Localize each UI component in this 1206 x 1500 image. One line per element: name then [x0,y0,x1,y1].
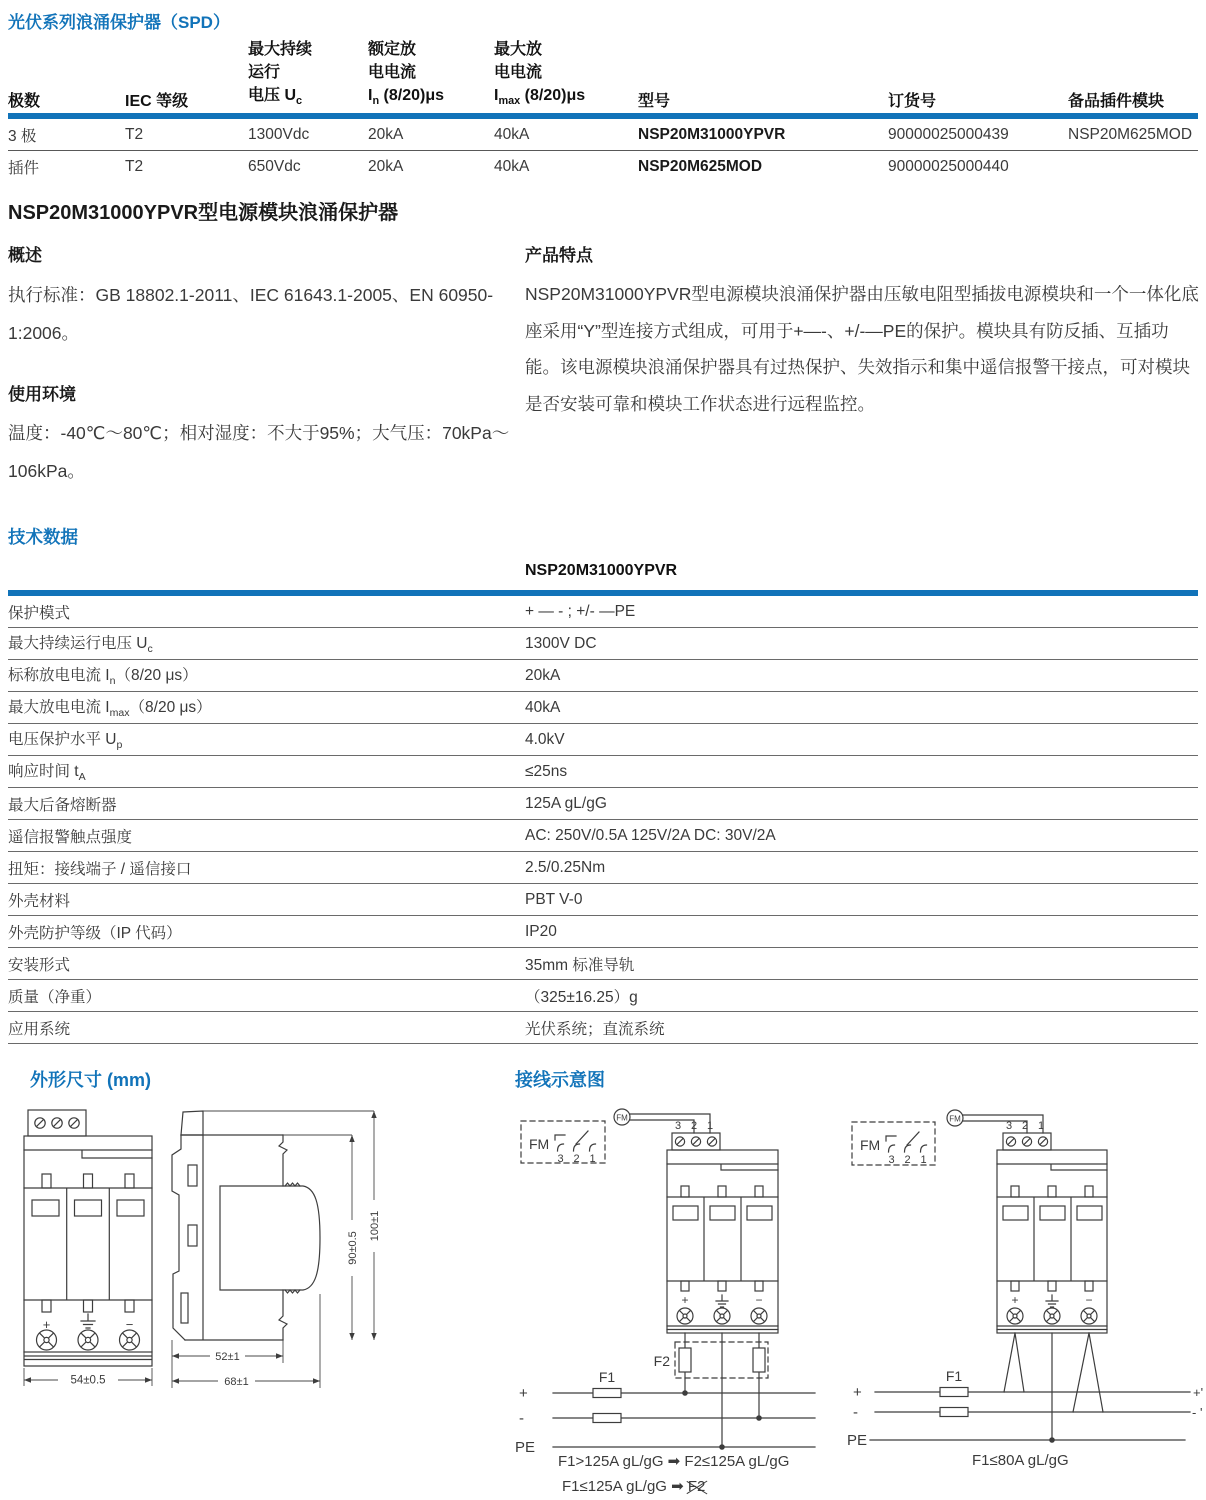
table-row [8,151,1198,182]
fuse-rule-caption-right: F1≤80A gL/gG [972,1452,1069,1469]
overview-heading: 概述 [8,246,42,265]
contact-label: 3 [888,1154,895,1166]
tech-label: 最大持续运行电压 $U_c$ [8,635,153,656]
crossed-f2-label: F2 [687,1478,706,1495]
col-header-uc: 最大持续 运行 电压 $U_c$ [248,41,313,108]
products-table-header [8,38,1198,113]
wiring-diagram-left [505,1098,850,1500]
pe-bus-label: PE [847,1432,868,1449]
cell-imax: 40kA [494,125,530,143]
contact-label: 1 [920,1154,927,1166]
tech-label: 最大放电电流 $I_{max}(8/20$ μs） [8,699,212,720]
tech-label: 保护模式 [8,604,71,622]
cell-in: 20kA [368,125,404,143]
side-view-drawing [163,1098,398,1400]
page-title: 光伏系列浪涌保护器（SPD） [8,13,230,32]
terminal-label: 1 [1037,1120,1045,1132]
col-header-poles: 极数 [8,93,41,111]
plus-terminal-label: + [681,1293,689,1307]
front-width-dimension: 54±0.5 [70,1374,106,1387]
tech-label: 外壳材料 [8,892,71,910]
pe-bus-label: PE [515,1439,536,1456]
cell-order-no: 90000025000440 [888,157,1009,175]
side-depth-inner-dimension: 52±1 [215,1351,240,1363]
fm-box-label: FM [860,1137,881,1153]
earth-icon [81,1314,95,1328]
tech-table [8,562,1198,1044]
tech-label: 标称放电电流 $I_n(8/20$ μs） [8,667,198,688]
minus-terminal-label: − [1085,1293,1093,1307]
tech-value: AC: 250V/0.5A 125V/2A DC: 30V/2A [525,826,776,844]
tech-row [8,948,1198,980]
cell-uc: 1300Vdc [248,125,310,143]
tech-data-heading: 技术数据 [8,527,78,547]
tech-value: （325±16.25）g [525,988,638,1006]
wiring-heading: 接线示意图 [515,1070,605,1090]
table-row [8,119,1198,151]
plus-bus-label: + [853,1384,862,1401]
f1-label: F1 [598,1369,616,1385]
tech-value: IP20 [525,922,557,940]
tech-row [8,820,1198,852]
tech-label: 扭矩：接线端子 / 遥信接口 [8,860,192,878]
tech-row [8,884,1198,916]
f1-label: F1 [945,1368,963,1384]
col-header-iec-class: IEC 等级 [125,93,189,111]
fm-circle-label: FM [616,1113,628,1123]
tech-value: 40kA [525,698,561,716]
wiring-diagram-right [845,1098,1206,1500]
fm-circle-label: FM [949,1114,961,1124]
side-height-inner-dimension: 90±0.5 [347,1231,359,1265]
fuse-rule-caption-2-text: F1≤125A gL/gG ➡ [562,1478,688,1495]
tech-row [8,980,1198,1012]
terminal-label: 3 [674,1120,682,1132]
tech-value: 1300V DC [525,634,597,652]
terminal-label: 1 [706,1120,714,1132]
relay-contact-icon [558,1144,596,1151]
col-header-imax: 最大放 电电流 $I_{max}$ (8/20)μs [494,41,586,108]
tech-value: 4.0kV [525,730,565,748]
cell-imax: 40kA [494,157,530,175]
minus-terminal-label: − [755,1293,763,1307]
earth-icon [1046,1295,1058,1307]
tech-row [8,852,1198,884]
tech-table-column-header [8,562,1198,590]
minus-bus-label: - [519,1410,524,1427]
plus-out-label: +' [1193,1385,1204,1400]
cell-uc: 650Vdc [248,157,301,175]
cell-order-no: 90000025000439 [888,125,1009,143]
side-depth-outer-dimension: 68±1 [224,1376,249,1388]
cell-in: 20kA [368,157,404,175]
fm-box-label: FM [529,1136,550,1152]
section-title: NSP20M31000YPVR型电源模块浪涌保护器 [8,202,399,224]
tech-value: 125A gL/gG [525,794,607,812]
front-view-drawing [20,1102,180,1394]
cell-spare-module: NSP20M625MOD [1068,125,1193,143]
f2-label: F2 [653,1353,670,1369]
earth-icon [716,1295,728,1307]
cell-model: NSP20M625MOD [638,157,763,175]
tech-label: 外壳防护等级（IP 代码） [8,924,182,942]
tech-label: 质量（净重） [8,988,102,1006]
plus-bus-label: + [519,1385,528,1402]
contact-label: 2 [573,1153,580,1165]
minus-bus-label: - [853,1404,858,1421]
tech-row [8,916,1198,948]
minus-terminal-label: − [125,1317,134,1332]
tech-model-header: NSP20M31000YPVR [525,562,678,579]
tech-label: 安装形式 [8,956,71,974]
cell-model: NSP20M31000YPVR [638,125,786,143]
col-header-model: 型号 [638,93,671,111]
tech-label: 遥信报警触点强度 [8,828,133,846]
tech-row [8,724,1198,756]
products-table [8,38,1198,182]
tech-value: 2.5/0.25Nm [525,858,606,876]
tech-row [8,660,1198,692]
tech-row [8,788,1198,820]
contact-label: 3 [557,1153,564,1165]
tech-row [8,1012,1198,1044]
tech-value: + — - ; +/- —PE [525,602,636,620]
side-height-outer-dimension: 100±1 [369,1210,381,1242]
cell-poles: 3 极 [8,127,37,145]
terminal-label: 2 [690,1120,698,1132]
tech-value: ≤25ns [525,762,568,780]
contact-label: 2 [904,1154,911,1166]
tech-row [8,692,1198,724]
terminal-label: 3 [1005,1120,1013,1132]
plus-terminal-label: + [42,1317,51,1332]
environment-heading: 使用环境 [8,385,76,404]
tech-value: PBT V-0 [525,890,583,908]
tech-label: 电压保护水平 $U_p$ [8,731,123,752]
features-heading: 产品特点 [525,246,593,265]
terminal-label: 2 [1021,1120,1029,1132]
tech-value: 光伏系统；直流系统 [525,1020,665,1038]
fuse-rule-caption-2 [562,1477,705,1495]
col-header-spare-module: 备品插件模块 [1068,93,1165,111]
contact-label: 1 [589,1153,596,1165]
tech-row [8,756,1198,788]
tech-value: 20kA [525,666,561,684]
tech-label: 应用系统 [8,1020,71,1038]
cell-iec-class: T2 [125,125,144,143]
tech-value: 35mm 标准导轨 [525,956,635,974]
tech-row [8,596,1198,628]
plus-terminal-label: + [1011,1293,1019,1307]
overview-text: 执行标准：GB 18802.1-2011、IEC 61643.1-2005、EN 60950-1:2006。 [8,285,494,343]
environment-text: 温度：-40℃～80℃；相对湿度：不大于95%；大气压：70kPa～106kPa。 [8,423,510,481]
cell-iec-class: T2 [125,157,144,175]
tech-label: 响应时间 $t_A$ [8,763,86,784]
minus-out-label: - ' [1192,1405,1203,1420]
col-header-in: 额定放 电电流 $I_n$ (8/20)μs [368,41,445,108]
features-text: NSP20M31000YPVR型电源模块浪涌保护器由压敏电阻型插拔电源模块和一个一体化底座采用“Y”型连接方式组成，可用于+—-、+/-—PE的保护。模块具有防反插、互插功能。该电源模块浪涌保护器具有过热保护、失效指示和集中遥信报警干接点，可对模块是否安装可靠和模块工作状态进行远程监控。 [525,284,1199,414]
tech-row [8,628,1198,660]
fuse-rule-caption-1: F1>125A gL/gG ➡ F2≤125A gL/gG [558,1453,790,1470]
dimensions-heading: 外形尺寸 (mm) [30,1070,151,1090]
tech-label: 最大后备熔断器 [8,796,117,814]
cell-poles: 插件 [8,159,40,177]
col-header-order-no: 订货号 [888,93,937,111]
relay-contact-icon [889,1145,927,1152]
